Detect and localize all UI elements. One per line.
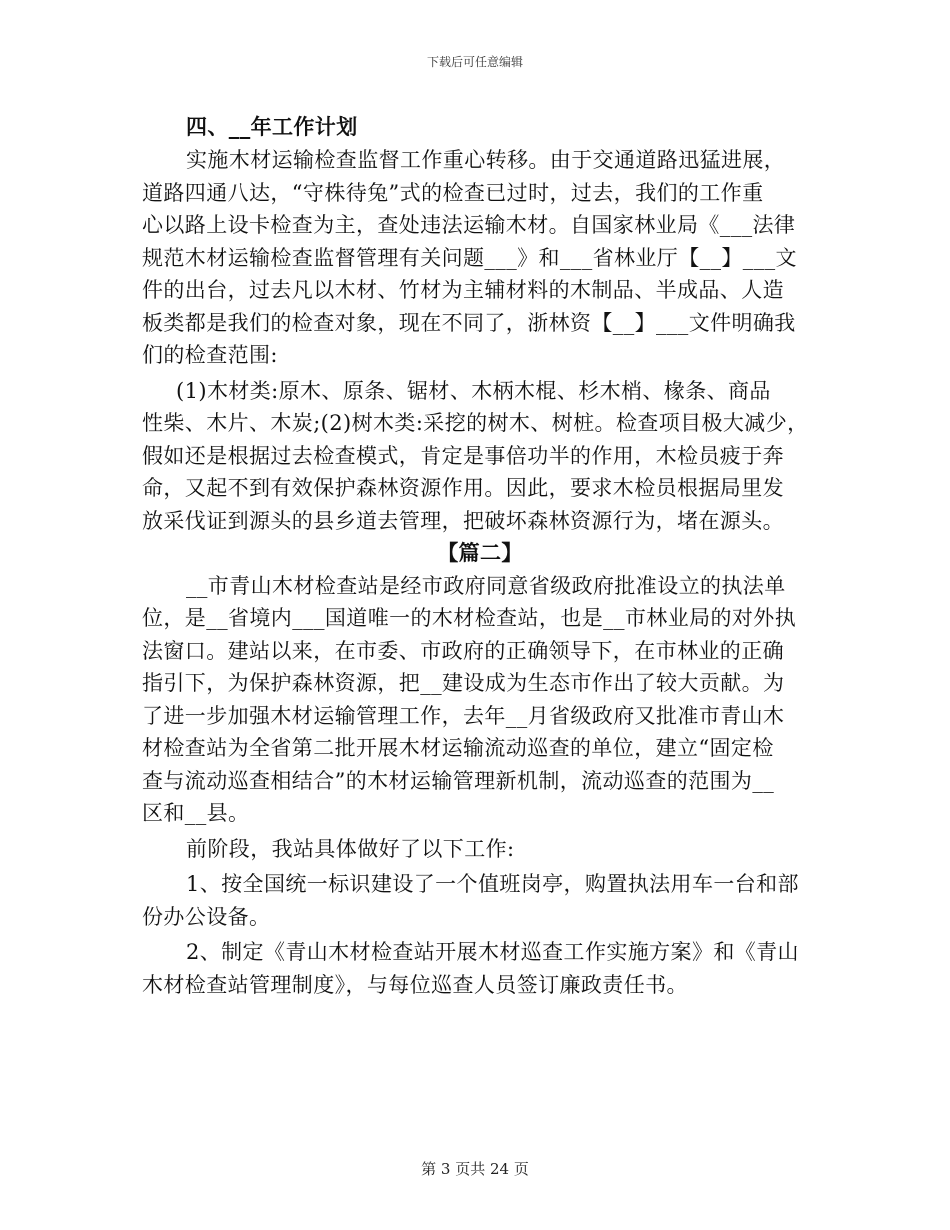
- text-line: 道路四通八达，“守株待兔”式的检查已过时，过去，我们的工作重: [142, 180, 764, 205]
- text-line: 板类都是我们的检查对象，现在不同了，浙林资【__】___文件明确我: [142, 310, 796, 335]
- text-line: 材检查站为全省第二批开展木材运输流动巡查的单位，建立“固定检: [142, 736, 774, 760]
- text-line: 查与流动巡查相结合”的木材运输管理新机制，流动巡查的范围为__: [142, 768, 775, 793]
- section4-paragraph-2: [142, 375, 818, 538]
- text-line: 放采伐证到源头的县乡道去管理，把破坏森林资源行为，堵在源头。: [142, 508, 784, 533]
- text-line: 了进一步加强木材运输管理工作，去年__月省级政府又批准市青山木: [142, 703, 785, 728]
- text-line: 前阶段，我站具体做好了以下工作:: [186, 836, 515, 861]
- text-line: 区和__县。: [142, 801, 250, 825]
- text-line: (1)木材类:原木、原条、锯材、木柄木棍、杉木梢、椽条、商品: [176, 378, 771, 403]
- text-line: 位，是__省境内___国道唯一的木材检查站，也是__市林业局的对外执: [142, 606, 797, 630]
- text-line: 命，又起不到有效保护森林资源作用。因此，要求木检员根据局里发: [142, 476, 784, 500]
- header-note: 下载后可任意编辑: [426, 55, 523, 69]
- section-title: 四、__年工作计划: [186, 114, 358, 139]
- text-line: 1、按全国统一标识建设了一个值班岗亭，购置执法用车一台和部: [186, 872, 799, 896]
- text-line: __市青山木材检查站是经市政府同意省级政府批准设立的执法单: [186, 573, 786, 598]
- part2-item-2: [142, 936, 818, 1001]
- text-line: 们的检查范围:: [142, 343, 278, 367]
- text-line: 2、制定《青山木材检查站开展木材巡查工作实施方案》和《青山: [186, 940, 799, 964]
- text-line: 指引下，为保护森林资源，把__建设成为生态市作出了较大贡献。为: [142, 671, 785, 695]
- page-indicator: 第 3 页共 24 页: [421, 1160, 529, 1178]
- part2-paragraph-1: [142, 570, 818, 830]
- text-line: 法窗口。建站以来，在市委、市政府的正确领导下，在市林业的正确: [142, 638, 784, 663]
- part2-item-1: [142, 868, 818, 933]
- text-line: 假如还是根据过去检查模式，肯定是事倍功半的作用，木检员疲于奔: [142, 443, 784, 468]
- text-line: 木材检查站管理制度》，与每位巡查人员签订廉政责任书。: [142, 972, 688, 997]
- text-line: 规范木材运输检查监督管理有关问题___》和___省林业厅【__】___文: [142, 245, 797, 270]
- text-line: 实施木材运输检查监督工作重心转移。由于交通道路迅猛进展，: [186, 148, 786, 172]
- part2-paragraph-2: [142, 833, 818, 866]
- text-line: 心以路上设卡检查为主，查处违法运输木材。自国家林业局《___法律: [142, 213, 796, 237]
- part-title: 【篇二】: [437, 540, 523, 565]
- section4-paragraph-1: [142, 144, 818, 372]
- text-line: 件的出台，过去凡以木材、竹材为主辅材料的木制品、半成品、人造: [142, 278, 784, 302]
- text-line: 份办公设备。: [142, 904, 271, 929]
- document-body: [142, 112, 818, 1001]
- text-line: 性柴、木片、木炭;(2)树木类:采挖的树木、树桩。检查项目极大减少，: [142, 411, 809, 435]
